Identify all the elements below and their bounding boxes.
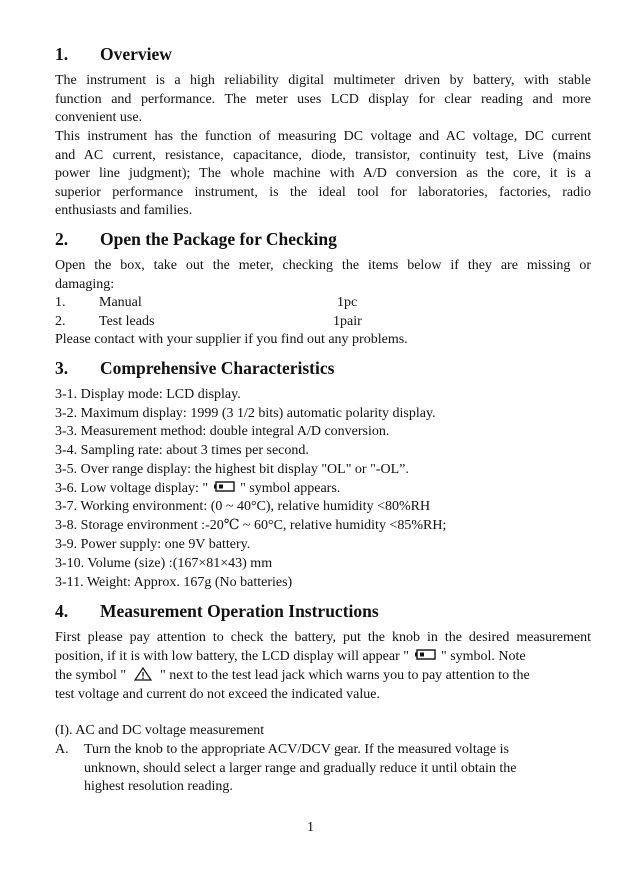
text-segment: position, if it is with low battery, the LCD display will appear "	[55, 649, 409, 664]
section-title: Comprehensive Characteristics	[100, 358, 335, 378]
text-segment: " next to the test lead jack which warns you to pay attention to the	[160, 668, 530, 683]
text-line: and AC current, resistance, capacitance, diode, transistor, continuity test, Live (mains	[55, 147, 591, 163]
item-number: 1.	[55, 295, 66, 310]
text-segment: " symbol appears.	[240, 481, 341, 496]
overview-paragraph-2	[55, 128, 591, 221]
text-line: function and performance. The meter uses LCD display for clear reading and more	[55, 91, 591, 107]
section-2-heading	[55, 229, 337, 250]
characteristic-3-3: 3-3. Measurement method: double integral A/D conversion.	[55, 424, 390, 439]
item-quantity: 1pair	[333, 314, 362, 329]
instruction-line: First please pay attention to check the battery, put the knob in the desired measurement	[55, 630, 591, 645]
text-line: superior performance instrument, is the ideal tool for laboratories, factories, radio	[55, 184, 591, 200]
item-name: Manual	[99, 295, 142, 310]
characteristic-3-9: 3-9. Power supply: one 9V battery.	[55, 537, 251, 552]
item-name: Test leads	[99, 314, 155, 329]
characteristic-3-5: 3-5. Over range display: the highest bit display "OL" or "-OL”.	[55, 462, 409, 477]
characteristic-3-8: 3-8. Storage environment :-20℃ ~ 60°C, relative humidity <85%RH;	[55, 518, 447, 533]
text-line: unknown, should select a larger range and gradually reduce it until obtain the	[84, 760, 517, 776]
characteristic-3-11: 3-11. Weight: Approx. 167g (No batteries)	[55, 575, 293, 590]
warning-triangle-icon	[126, 667, 160, 688]
section-title: Overview	[100, 44, 172, 64]
package-item-row	[55, 294, 595, 313]
subsection-heading: (I). AC and DC voltage measurement	[55, 723, 265, 738]
page-number: 1	[307, 820, 314, 835]
item-number: 2.	[55, 314, 66, 329]
characteristic-3-10: 3-10. Volume (size) :(167×81×43) mm	[55, 556, 273, 571]
overview-paragraph-1	[55, 72, 591, 128]
package-intro	[55, 257, 591, 294]
text-line: Turn the knob to the appropriate ACV/DCV gear. If the measured voltage is	[84, 742, 509, 757]
characteristic-3-1: 3-1. Display mode: LCD display.	[55, 387, 241, 402]
section-title: Measurement Operation Instructions	[100, 601, 379, 621]
section-number: 2.	[55, 229, 69, 249]
characteristic-3-4: 3-4. Sampling rate: about 3 times per second.	[55, 443, 309, 458]
section-title: Open the Package for Checking	[100, 229, 337, 249]
section-number: 3.	[55, 358, 69, 378]
step-label: A.	[55, 742, 69, 757]
text-line: Open the box, take out the meter, checking the items below if they are missing or	[55, 258, 591, 273]
characteristic-3-2: 3-2. Maximum display: 1999 (3 1/2 bits) automatic polarity display.	[55, 406, 436, 421]
text-line: convenient use.	[55, 110, 143, 126]
section-4-heading	[55, 601, 379, 622]
low-battery-icon	[409, 648, 441, 669]
item-quantity: 1pc	[337, 295, 358, 310]
text-line: The instrument is a high reliability digital multimeter driven by battery, with stable	[55, 73, 591, 88]
instruction-line	[55, 667, 591, 688]
text-line: damaging:	[55, 276, 115, 292]
instruction-line	[55, 648, 591, 669]
characteristic-3-7: 3-7. Working environment: (0 ~ 40°C), relative humidity <80%RH	[55, 499, 431, 514]
contact-note: Please contact with your supplier if you find out any problems.	[55, 332, 408, 347]
text-line: This instrument has the function of measuring DC voltage and AC voltage, DC current	[55, 129, 591, 144]
instruction-line: test voltage and current do not exceed the indicated value.	[55, 687, 380, 702]
text-line: power line judgment); The whole machine with A/D conversion as the core, it is a	[55, 166, 591, 182]
section-3-heading	[55, 358, 334, 379]
package-item-row	[55, 313, 595, 332]
text-segment: the symbol "	[55, 668, 127, 683]
section-1-heading	[55, 44, 172, 65]
text-line: highest resolution reading.	[84, 779, 233, 795]
text-line: enthusiasts and families.	[55, 203, 193, 219]
step-a-text	[84, 741, 574, 797]
section-number: 4.	[55, 601, 69, 621]
text-segment: " symbol. Note	[440, 649, 526, 664]
text-segment: 3-6. Low voltage display: "	[55, 481, 209, 496]
section-number: 1.	[55, 44, 69, 64]
